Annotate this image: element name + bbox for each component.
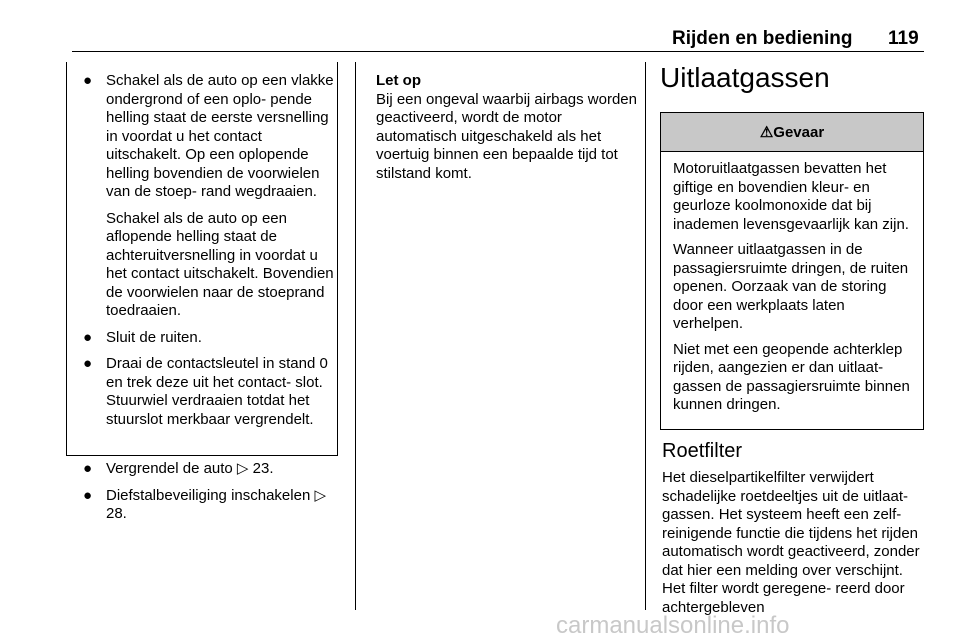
list-item: ● Schakel als de auto op een vlakke ondergrond of een oplo- pende helling staat de eerste versnelling in voordat u het contact uitschakelt. Op een oplopende helling bovendien de voorwielen van de stoep- rand wegdraaien. [83, 72, 334, 200]
soot-filter-text: Het dieselpartikelfilter verwijdert schadelijke roetdeeltjes uit de uitlaat- gassen. Het systeem heeft een zelf- reinigende functie die tijdens het rijden automatisch wordt geactiveerd, zonder dat hier een melding over verschijnt. Het filter wordt geregene- reerd door achtergebleven [662, 469, 920, 616]
danger-header [661, 113, 923, 152]
page-number: 119 [888, 28, 919, 49]
watermark: carmanualsonline.info [556, 612, 790, 639]
header-rule [72, 51, 924, 52]
post-checklist [78, 460, 334, 532]
list-item: ● Sluit de ruiten. [83, 328, 202, 346]
airbag-note [376, 72, 638, 183]
note-text: Bij een ongeval waarbij airbags worden geactiveerd, wordt de motor automatisch uitgeschakeld als het voertuig binnen een bepaalde tijd tot stilstand komt. [376, 90, 637, 182]
section-title-soot-filter: Roetfilter [662, 440, 743, 462]
list-item: ● Diefstalbeveiliging inschakelen ▷ 28. [83, 486, 326, 522]
list-item: ● Draai de contactsleutel in stand 0 en trek deze uit het contact- slot. Stuurwiel verdraaien totdat het stuurslot merkbaar vergrendelt. [83, 355, 328, 428]
bullet-icon: ● [83, 72, 93, 89]
danger-box [660, 112, 924, 430]
bullet-icon: ● [83, 460, 93, 477]
list-item: ● Vergrendel de auto ▷ 23. [83, 460, 274, 477]
danger-label: Gevaar [773, 123, 825, 141]
bullet-icon: ● [83, 355, 93, 372]
danger-paragraph: Niet met een geopende achterklep rijden, aangezien er dan uitlaat- gassen de passagiersruimte binnen kunnen dringen. [673, 340, 910, 413]
danger-body [661, 152, 923, 415]
bullet-icon: ● [83, 486, 93, 504]
column-divider-2 [645, 62, 646, 610]
bullet-icon: ● [83, 328, 93, 346]
note-title: Let op [376, 72, 421, 89]
danger-paragraph: Motoruitlaatgassen bevatten het giftige en bovendien kleur- en geurloze koolmonoxide dat bij inademen levensgevaarlijk kan zijn. [673, 160, 909, 233]
danger-paragraph: Wanneer uitlaatgassen in de passagiersruimte dringen, de ruiten openen. Oorzaak van de storing door een werkplaats laten verhelpen. [673, 241, 909, 332]
list-item-continuation: Schakel als de auto op een aflopende helling staat de achteruitversnelling in voordat u het contact uitschakelt. Bovendien de voorwielen naar de stoeprand toedraaien. [106, 209, 334, 319]
parking-checklist [78, 72, 334, 437]
column-divider-1 [355, 62, 356, 610]
section-title-exhaust: Uitlaatgassen [660, 62, 830, 93]
warning-icon: ⚠ [759, 124, 774, 141]
running-header-title: Rijden en bediening [672, 28, 853, 49]
